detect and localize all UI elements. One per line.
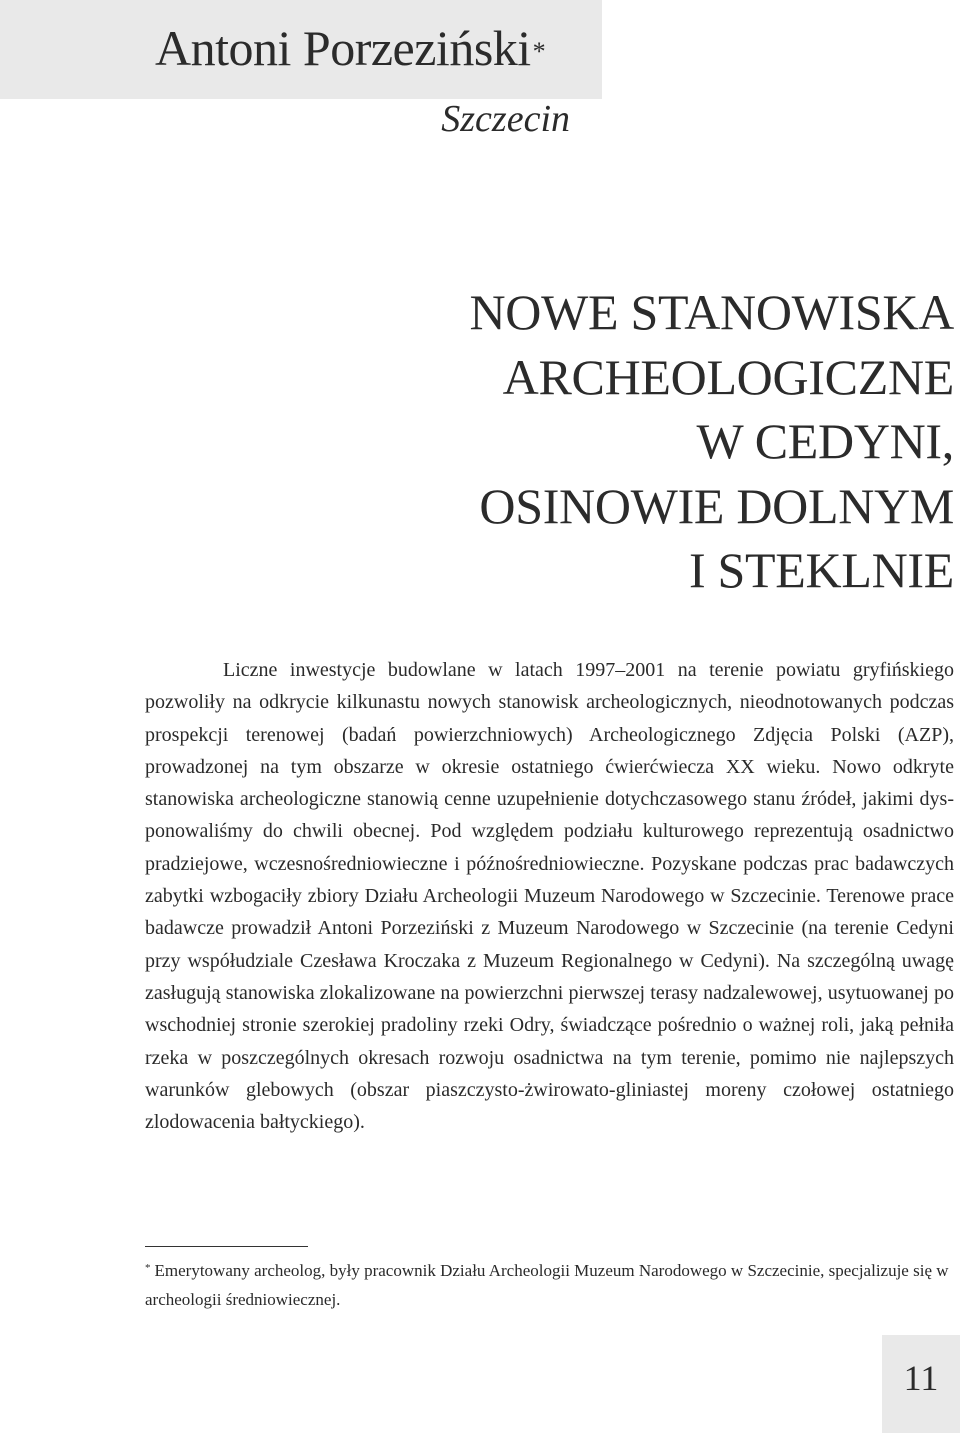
body-paragraph: Liczne inwestycje budowlane w latach 1997–2001 na terenie powiatu gryfińskiego pozwoliły na odkrycie kilkunastu nowych stanowisk archeologicznych, nieodnotowanych podczas prospekcji terenowej (badań powierzchniowych) Archeologicznego Zdjęcia Polski (AZP), prowadzonej na tym obszarze w okresie ostatniego ćwierćwiecza XX wieku. Nowo odkryte stanowiska archeologiczne stanowią cenne uzupełnienie dotychczasowego stanu źródeł, jakimi dysponowaliśmy do chwili obecnej. Pod względem podziału kulturowego reprezentują osadnictwo pradziejowe, wczesnośredniowieczne i późnośredniowieczne. Pozyskane podczas prac badawczych zabytki wzbogaciły zbiory Działu Archeologii Muzeum Narodowego w Szczecinie. Terenowe prace badawcze prowadził Antoni Porzeziński z Muzeum Narodowego w Szczecinie (na terenie Cedyni przy współudziale Czesława Kroczaka z Muzeum Regionalnego w Cedyni). Na szczególną uwagę zasługują stanowiska zlokalizowane na powierzchni pierwszej terasy nadzalewowej, usytuowanej po wschodniej stronie szerokiej pradoliny rzeki Odry, świadczące pośrednio o ważnej roli, jaką pełniła rzeka w poszczególnych okresach rozwoju osadnictwa na tym terenie, pomimo nie najlepszych warunków glebowych (obszar piaszczysto-żwirowato-gliniastej moreny czołowej ostatniego zlodowacenia bałtyckiego). — [145, 659, 954, 1134]
page-number: 11 — [903, 1358, 939, 1398]
footnote — [145, 1256, 954, 1314]
page-number-box — [882, 1335, 960, 1433]
title-line: W CEDYNI, — [696, 413, 954, 469]
title-line: ARCHEOLOGICZNE — [502, 348, 954, 405]
title-line: I STEKLNIE — [689, 542, 954, 598]
author-footnote-mark: * — [532, 37, 546, 66]
author-name — [155, 16, 545, 80]
article-title — [354, 280, 954, 603]
footnote-rule — [145, 1246, 308, 1247]
author-name-text: Antoni Porzeziński — [155, 20, 531, 76]
author-city: Szczecin — [441, 98, 570, 140]
footnote-text: Emerytowany archeolog, były pracownik Działu Archeologii Muzeum Narodowego w Szczecinie, specjalizuje się w archeologii średniowiecznej. — [145, 1261, 949, 1309]
footnote-mark: * — [145, 1262, 151, 1274]
title-line: OSINOWIE DOLNYM — [479, 477, 954, 534]
title-line: NOWE STANOWISKA — [469, 284, 954, 340]
